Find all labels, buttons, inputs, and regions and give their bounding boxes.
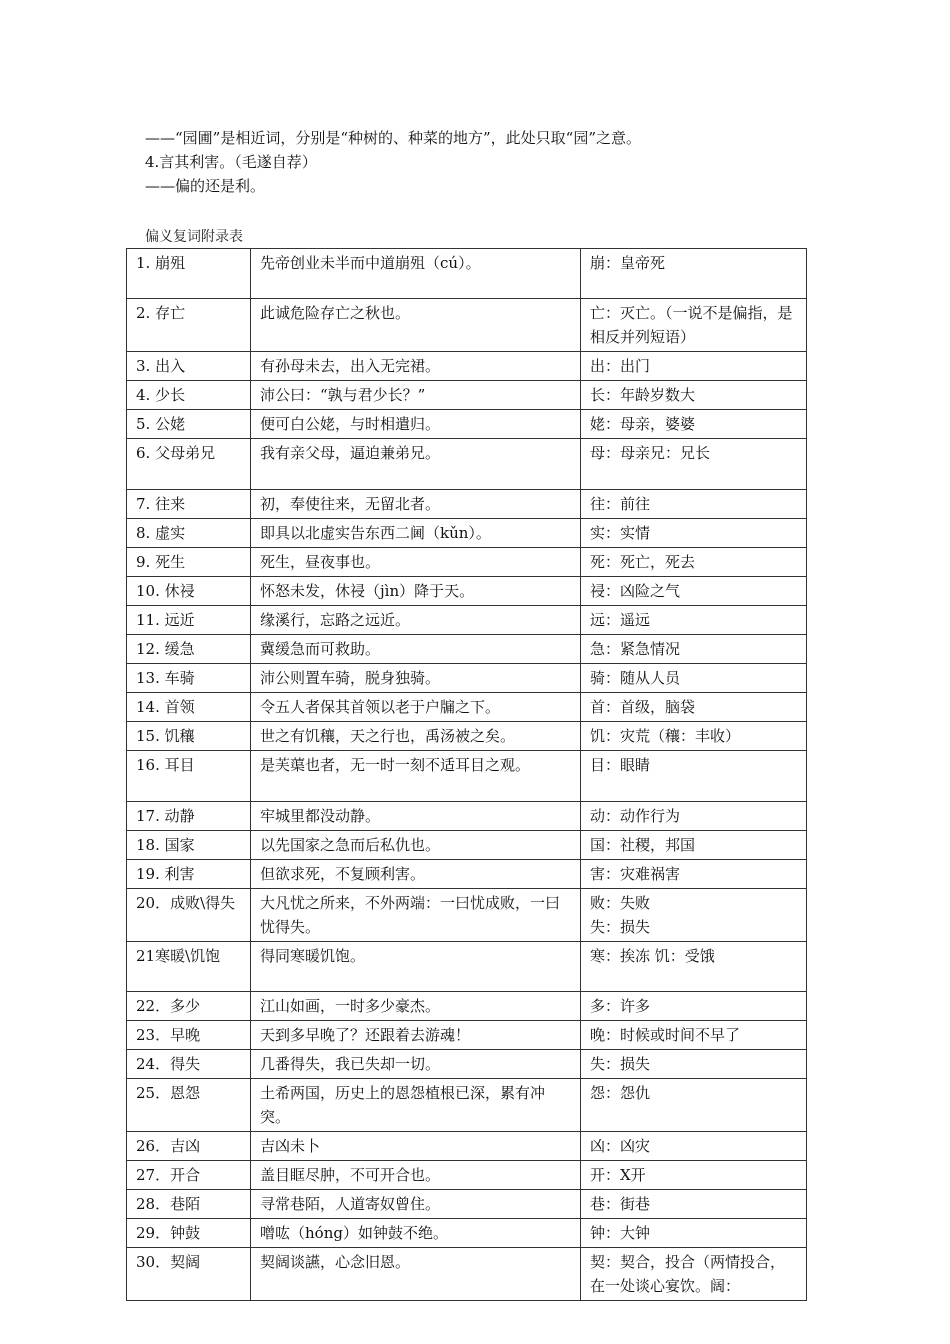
term-cell: 27．开合 <box>127 1161 251 1190</box>
meaning-cell: 目：眼睛 <box>581 751 807 802</box>
table-caption: 偏义复词附录表 <box>145 229 243 245</box>
meaning-cell: 凶：凶灾 <box>581 1132 807 1161</box>
meaning-cell: 害：灾难祸害 <box>581 860 807 889</box>
example-cell: 死生，昼夜事也。 <box>251 548 581 577</box>
meaning-cell: 往：前往 <box>581 490 807 519</box>
term-cell: 1. 崩殂 <box>127 249 251 299</box>
example-cell: 得同寒暖饥饱。 <box>251 942 581 992</box>
example-cell: 江山如画，一时多少豪杰。 <box>251 992 581 1021</box>
table-row <box>127 1021 807 1050</box>
table-row <box>127 249 807 299</box>
table-row <box>127 548 807 577</box>
table-row <box>127 722 807 751</box>
example-cell: 以先国家之急而后私仇也。 <box>251 831 581 860</box>
table-row <box>127 519 807 548</box>
meaning-cell: 崩：皇帝死 <box>581 249 807 299</box>
table-row <box>127 1248 807 1301</box>
example-cell: 我有亲父母，逼迫兼弟兄。 <box>251 439 581 490</box>
example-cell: 噌吰（hóng）如钟鼓不绝。 <box>251 1219 581 1248</box>
term-cell: 24．得失 <box>127 1050 251 1079</box>
table-row <box>127 1050 807 1079</box>
example-cell: 先帝创业未半而中道崩殂（cú）。 <box>251 249 581 299</box>
meaning-cell: 急：紧急情况 <box>581 635 807 664</box>
term-cell: 11. 远近 <box>127 606 251 635</box>
meaning-cell: 败：失败 失：损失 <box>581 889 807 942</box>
term-cell: 26．吉凶 <box>127 1132 251 1161</box>
table-row <box>127 860 807 889</box>
meaning-cell: 亡：灭亡。（一说不是偏指，是相反并列短语） <box>581 299 807 352</box>
example-cell: 契阔谈讌，心念旧恩。 <box>251 1248 581 1301</box>
term-cell: 22．多少 <box>127 992 251 1021</box>
table-row <box>127 664 807 693</box>
example-cell: 缘溪行，忘路之远近。 <box>251 606 581 635</box>
table-row <box>127 299 807 352</box>
meaning-cell: 骑：随从人员 <box>581 664 807 693</box>
table-row <box>127 1161 807 1190</box>
example-cell: 此诚危险存亡之秋也。 <box>251 299 581 352</box>
term-cell: 20．成败\得失 <box>127 889 251 942</box>
table-row <box>127 606 807 635</box>
term-cell: 28．巷陌 <box>127 1190 251 1219</box>
term-cell: 15. 饥穰 <box>127 722 251 751</box>
example-cell: 冀缓急而可救助。 <box>251 635 581 664</box>
example-cell: 怀怒未发，休祲（jìn）降于天。 <box>251 577 581 606</box>
meaning-cell: 晚：时候或时间不早了 <box>581 1021 807 1050</box>
meaning-cell: 钟：大钟 <box>581 1219 807 1248</box>
example-cell: 天到多早晚了？还跟着去游魂！ <box>251 1021 581 1050</box>
term-cell: 5. 公姥 <box>127 410 251 439</box>
example-cell: 有孙母未去，出入无完裙。 <box>251 352 581 381</box>
example-cell: 但欲求死，不复顾利害。 <box>251 860 581 889</box>
term-cell: 18. 国家 <box>127 831 251 860</box>
table-row <box>127 1190 807 1219</box>
meaning-cell: 首：首级，脑袋 <box>581 693 807 722</box>
term-cell: 30．契阔 <box>127 1248 251 1301</box>
meaning-cell: 巷：街巷 <box>581 1190 807 1219</box>
term-cell: 13. 车骑 <box>127 664 251 693</box>
example-cell: 盖目眶尽肿，不可开合也。 <box>251 1161 581 1190</box>
example-cell: 大凡忧之所来，不外两端：一曰忧成败，一曰忧得失。 <box>251 889 581 942</box>
meaning-cell: 国：社稷，邦国 <box>581 831 807 860</box>
table-row <box>127 490 807 519</box>
example-cell: 是芙蕖也者，无一时一刻不适耳目之观。 <box>251 751 581 802</box>
meaning-cell: 契：契合，投合（两情投合，在一处谈心宴饮。阔： <box>581 1248 807 1301</box>
example-cell: 土希两国，历史上的恩怨植根已深，累有冲突。 <box>251 1079 581 1132</box>
term-cell: 19. 利害 <box>127 860 251 889</box>
table-row <box>127 831 807 860</box>
term-cell: 6. 父母弟兄 <box>127 439 251 490</box>
table-row <box>127 1079 807 1132</box>
term-cell: 17. 动静 <box>127 802 251 831</box>
meaning-cell: 母：母亲兄：兄长 <box>581 439 807 490</box>
meaning-cell: 寒：挨冻 饥：受饿 <box>581 942 807 992</box>
example-cell: 寻常巷陌，人道寄奴曾住。 <box>251 1190 581 1219</box>
intro-line-2: 4.言其利害。（毛遂自荐） <box>145 153 317 171</box>
table-row <box>127 1219 807 1248</box>
term-cell: 23．早晚 <box>127 1021 251 1050</box>
table-row <box>127 410 807 439</box>
term-cell: 8. 虚实 <box>127 519 251 548</box>
table-row <box>127 693 807 722</box>
meaning-cell: 开：X开 <box>581 1161 807 1190</box>
example-cell: 世之有饥穰，天之行也，禹汤被之矣。 <box>251 722 581 751</box>
table-row <box>127 802 807 831</box>
meaning-cell: 怨：怨仇 <box>581 1079 807 1132</box>
example-cell: 几番得失，我已失却一切。 <box>251 1050 581 1079</box>
table-row <box>127 577 807 606</box>
table-row <box>127 635 807 664</box>
term-cell: 29．钟鼓 <box>127 1219 251 1248</box>
meaning-cell: 动：动作行为 <box>581 802 807 831</box>
meaning-cell: 姥：母亲，婆婆 <box>581 410 807 439</box>
meaning-cell: 饥：灾荒（穰：丰收） <box>581 722 807 751</box>
term-cell: 10. 休祲 <box>127 577 251 606</box>
table-row <box>127 992 807 1021</box>
example-cell: 即具以北虚实告东西二阃（kǔn）。 <box>251 519 581 548</box>
term-cell: 14. 首领 <box>127 693 251 722</box>
meaning-cell: 实：实情 <box>581 519 807 548</box>
table-row <box>127 751 807 802</box>
term-cell: 16. 耳目 <box>127 751 251 802</box>
meaning-cell: 死：死亡，死去 <box>581 548 807 577</box>
table-body <box>127 249 807 1301</box>
meaning-cell: 远：遥远 <box>581 606 807 635</box>
term-cell: 12. 缓急 <box>127 635 251 664</box>
intro-line-1: ——“园圃”是相近词，分别是“种树的、种菜的地方”，此处只取“园”之意。 <box>145 129 642 147</box>
example-cell: 便可白公姥，与时相遣归。 <box>251 410 581 439</box>
table-row <box>127 942 807 992</box>
example-cell: 吉凶未卜 <box>251 1132 581 1161</box>
term-cell: 7. 往来 <box>127 490 251 519</box>
term-cell: 25．恩怨 <box>127 1079 251 1132</box>
term-cell: 21寒暖\饥饱 <box>127 942 251 992</box>
pianyi-fuci-table <box>126 248 807 1301</box>
term-cell: 4. 少长 <box>127 381 251 410</box>
table-row <box>127 381 807 410</box>
example-cell: 令五人者保其首领以老于户牖之下。 <box>251 693 581 722</box>
table-row <box>127 1132 807 1161</box>
meaning-cell: 祲：凶险之气 <box>581 577 807 606</box>
meaning-cell: 长：年龄岁数大 <box>581 381 807 410</box>
table-row <box>127 352 807 381</box>
example-cell: 初，奉使往来，无留北者。 <box>251 490 581 519</box>
example-cell: 牢城里都没动静。 <box>251 802 581 831</box>
meaning-cell: 多：许多 <box>581 992 807 1021</box>
meaning-cell: 出：出门 <box>581 352 807 381</box>
table-row <box>127 889 807 942</box>
meaning-cell: 失：损失 <box>581 1050 807 1079</box>
example-cell: 沛公曰：“孰与君少长？” <box>251 381 581 410</box>
term-cell: 2. 存亡 <box>127 299 251 352</box>
term-cell: 3. 出入 <box>127 352 251 381</box>
example-cell: 沛公则置车骑，脱身独骑。 <box>251 664 581 693</box>
intro-line-3: ——偏的还是利。 <box>145 177 266 195</box>
table-row <box>127 439 807 490</box>
term-cell: 9. 死生 <box>127 548 251 577</box>
